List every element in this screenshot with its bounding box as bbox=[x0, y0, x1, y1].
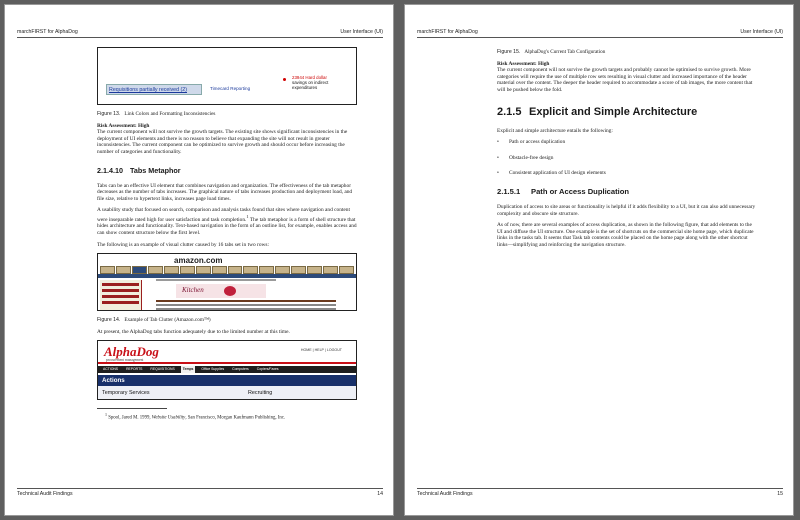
paragraph: Tabs can be an effective UI element that combines navigation and organization. The effectiveness of the tab metaphor decreases as the number of tabs increases. The graphical nature of tabs increases production and deployment load, and file size, relative to hypertext links, increases page load times. bbox=[97, 182, 353, 202]
header-right: User Interface (UI) bbox=[340, 29, 383, 35]
paragraph: As of now, there are several examples of access duplication, as shown in the following figure, that add elements to the UI and diffuse the UI structure. One example is the set of shortcuts on the commercial site home page, which duplicate links in the tasks tab. It seems that Task tab contents could be placed on the home page along with the other shortcut links—simplifying and reinforcing the navigation structure. bbox=[497, 222, 754, 248]
timecard-link[interactable]: Timecard Reporting bbox=[210, 86, 251, 91]
actions-header: Actions bbox=[98, 375, 356, 386]
recruiting-link[interactable]: Recruiting bbox=[248, 390, 273, 397]
page-body bbox=[497, 49, 757, 254]
tab bbox=[212, 266, 227, 274]
figure-14-image bbox=[97, 253, 357, 311]
page-footer bbox=[417, 488, 783, 499]
footnote: $^1$ Spool, Jared M. 1999, Website Usability, San Francisco, Morgan Kaufmann Publishing, Inc. bbox=[105, 412, 286, 421]
tab bbox=[132, 266, 147, 274]
tab bbox=[291, 266, 306, 274]
savings-note: 23944 Hard dollar savings on indirect expenditures bbox=[292, 75, 329, 90]
footer-left: Technical Audit Findings bbox=[17, 491, 73, 497]
risk-text: The current component will not survive the growth targets and probably cannot be optimised to survive growth. More categories will require the use of multiple row sets resulting in visual clutter and increased importance of the header material over the content. The deeper the header required to accommodate a score of tab images, the more content that will be pushed below the fold. bbox=[497, 67, 753, 93]
tab bbox=[259, 266, 274, 274]
risk-heading: Risk Assessment: High bbox=[97, 122, 150, 129]
page-header bbox=[417, 27, 783, 38]
alphadog-tab-bar bbox=[98, 366, 356, 373]
tab bbox=[307, 266, 322, 274]
actions-row bbox=[98, 386, 356, 400]
page-body bbox=[97, 47, 357, 422]
amazon-logo: amazon.com bbox=[174, 256, 223, 266]
tab bbox=[323, 266, 338, 274]
alphadog-logo: AlphaDog bbox=[104, 344, 159, 360]
bullet-list bbox=[497, 139, 757, 177]
paragraph: Duplication of access to site areas or functionality is helpful if it adds flexibility to a UI, but it can also add unnecessary complexity and obscure site structure. bbox=[497, 203, 756, 217]
tab-requisitions[interactable]: REQUISITIONS bbox=[150, 367, 175, 372]
figure-15-caption: Figure 15. AlphaDog's Current Tab Configuration bbox=[497, 49, 606, 55]
bullet-dot-icon bbox=[283, 78, 286, 81]
temporary-services-link[interactable]: Temporary Services bbox=[102, 390, 150, 397]
amazon-kitchen-banner: Kitchen bbox=[176, 284, 266, 298]
document-page-15 bbox=[404, 4, 794, 516]
tab bbox=[116, 266, 131, 274]
tab bbox=[164, 266, 179, 274]
tab bbox=[228, 266, 243, 274]
tab bbox=[148, 266, 163, 274]
subsection-heading: 2.1.5.1 Path or Access Duplication bbox=[497, 186, 630, 196]
tab bbox=[339, 266, 354, 274]
footer-left: Technical Audit Findings bbox=[417, 491, 473, 497]
tab bbox=[243, 266, 258, 274]
amazon-subnav bbox=[98, 274, 356, 278]
tab bbox=[196, 266, 211, 274]
amazon-greeting-line bbox=[156, 279, 276, 281]
tab-computers[interactable]: Computers bbox=[232, 367, 249, 372]
tab-actions[interactable]: ACTIONS bbox=[103, 367, 119, 372]
alphadog-top-links[interactable]: HOME | HELP | LOGOUT bbox=[300, 348, 342, 353]
red-rule bbox=[98, 362, 356, 364]
amazon-tab-row bbox=[98, 266, 356, 274]
document-page-14 bbox=[4, 4, 394, 516]
header-left: marchFIRST for AlphaDog bbox=[17, 29, 78, 35]
requisitions-link[interactable]: Requisitions partially received (2) bbox=[106, 84, 202, 95]
list-item: • Path or access duplication bbox=[497, 139, 757, 146]
page-footer bbox=[17, 488, 383, 499]
page-header bbox=[17, 27, 383, 38]
paragraph: A usability study that focused on search, comparison and analysis tasks found that sites where navigation and content were inseparable rated high for user satisfaction and task completion.$^1$ The tab metaphor is a form of shell structure that hides architecture and functionality. Text-based navigation in the form of an outline list, for example, enables access and can show content structure below the first level. bbox=[97, 207, 357, 236]
header-right: User Interface (UI) bbox=[740, 29, 783, 35]
section-heading: 2.1.4.10 Tabs Metaphor bbox=[97, 165, 181, 175]
tab bbox=[180, 266, 195, 274]
figure-14-caption: Figure 14. Example of Tab Clutter (Amazon.com™) bbox=[97, 317, 211, 324]
risk-text: The current component will not survive the growth targets. The existing site shows significant inconsistencies in the deployment of UI elements and there is no reason to believe that expanding the site will not result in greater inconsistencies. The current component can be optimized to survive growth and should occur before increasing the number of categories and functionality. bbox=[97, 129, 348, 155]
page-number: 14 bbox=[377, 491, 383, 497]
bowl-image bbox=[224, 286, 236, 296]
tab-temps[interactable]: Temps bbox=[182, 367, 194, 372]
page-number: 15 bbox=[777, 491, 783, 497]
amazon-body-text bbox=[156, 300, 336, 302]
alphadog-subtitle: procurement management bbox=[106, 358, 144, 363]
list-item: • Obstacle-free design bbox=[497, 155, 757, 162]
tab-copiers[interactable]: Copiers/Faxes bbox=[256, 367, 279, 372]
alphadog-tabs-image bbox=[97, 340, 357, 400]
amazon-sidebar bbox=[100, 280, 142, 310]
tab bbox=[275, 266, 290, 274]
list-item: • Consistent application of UI design elements bbox=[497, 170, 757, 177]
section-heading: 2.1.5 Explicit and Simple Architecture bbox=[497, 105, 698, 118]
paragraph: The following is an example of visual clutter caused by 16 tabs set in two rows: bbox=[97, 241, 270, 248]
footnote-rule bbox=[97, 408, 167, 409]
tab bbox=[100, 266, 115, 274]
tab-office-supplies[interactable]: Office Supplies bbox=[201, 367, 225, 372]
figure-13-image bbox=[97, 47, 357, 105]
tab-reports[interactable]: REPORTS bbox=[126, 367, 143, 372]
paragraph: At present, the AlphaDog tabs function adequately due to the limited number at this time. bbox=[97, 328, 290, 335]
header-left: marchFIRST for AlphaDog bbox=[417, 29, 478, 35]
figure-13-caption: Figure 13. Link Colors and Formatting Inconsistencies bbox=[97, 111, 216, 117]
risk-heading: Risk Assessment: High bbox=[497, 60, 550, 67]
paragraph: Explicit and simple architecture entails the following: bbox=[497, 127, 613, 134]
